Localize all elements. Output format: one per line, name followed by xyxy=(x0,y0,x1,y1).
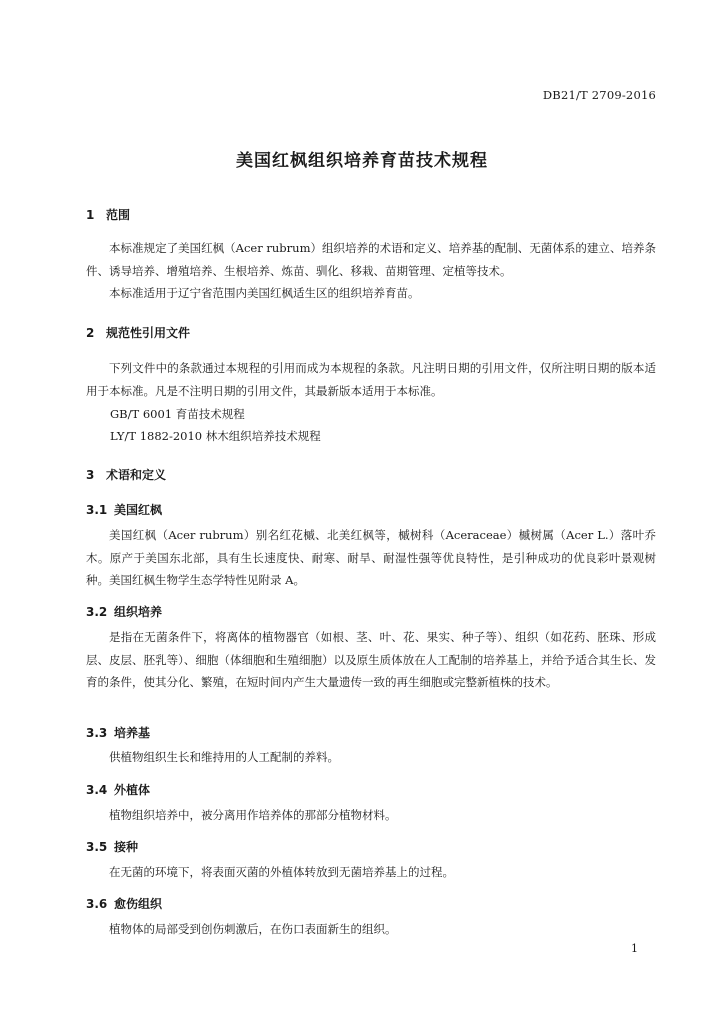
term-heading-3-5: 3.5 接种 xyxy=(86,840,139,854)
section-heading-1: 1 范围 xyxy=(86,208,131,222)
document-title: 美国红枫组织培养育苗技术规程 xyxy=(236,151,488,171)
standard-code: DB21/T 2709-2016 xyxy=(542,88,656,102)
page-number: 1 xyxy=(631,942,638,955)
term-heading-3-4: 3.4 外植体 xyxy=(86,783,151,797)
term-heading-3-1: 3.1 美国红枫 xyxy=(86,503,163,517)
term-3-2-text: 是指在无菌条件下，将离体的植物器官（如根、茎、叶、花、果实、种子等）、组织（如花药、胚珠、形成层、皮层、胚乳等）、细胞（体细胞和生殖细胞）以及原生质体放在人工配制的培养基上，并给予适合其生长、发育的条件，使其分化、繁殖，在短时间内产生大量遗传一致的再生细胞或完整新植株的技术。 xyxy=(86,630,656,689)
section-heading-3: 3 术语和定义 xyxy=(86,468,167,482)
section-2-paragraph-1: 下列文件中的条款通过本规程的引用而成为本规程的条款。凡注明日期的引用文件，仅所注明日期的版本适用于本标准。凡是不注明日期的引用文件，其最新版本适用于本标准。 xyxy=(86,361,656,398)
term-3-3-text: 供植物组织生长和维持用的人工配制的养料。 xyxy=(109,750,339,764)
reference-1: GB/T 6001 育苗技术规程 xyxy=(110,407,245,421)
term-3-5-text: 在无菌的环境下，将表面灭菌的外植体转放到无菌培养基上的过程。 xyxy=(109,865,454,879)
term-heading-3-2: 3.2 组织培养 xyxy=(86,605,163,619)
reference-2: LY/T 1882-2010 林木组织培养技术规程 xyxy=(110,429,321,443)
term-heading-3-6: 3.6 愈伤组织 xyxy=(86,897,163,911)
term-3-4-text: 植物组织培养中，被分离用作培养体的那部分植物材料。 xyxy=(109,808,397,822)
section-1-paragraph-1: 本标准规定了美国红枫（Acer rubrum）组织培养的术语和定义、培养基的配制、无菌体系的建立、培养条件、诱导培养、增殖培养、生根培养、炼苗、驯化、移栽、苗期管理、定植等技术。 xyxy=(86,241,656,278)
term-3-1-text: 美国红枫（Acer rubrum）别名红花槭、北美红枫等，槭树科（Aceraceae）槭树属（Acer L.）落叶乔木。原产于美国东北部，具有生长速度快、耐寒、耐旱、耐湿性强等优良特性，是引种成功的优良彩叶景观树种。美国红枫生物学生态学特性见附录 A。 xyxy=(86,528,656,587)
section-heading-2: 2 规范性引用文件 xyxy=(86,326,191,340)
section-1-paragraph-2: 本标准适用于辽宁省范围内美国红枫适生区的组织培养育苗。 xyxy=(109,286,420,300)
term-3-6-text: 植物体的局部受到创伤刺激后，在伤口表面新生的组织。 xyxy=(109,922,397,936)
term-heading-3-3: 3.3 培养基 xyxy=(86,726,151,740)
